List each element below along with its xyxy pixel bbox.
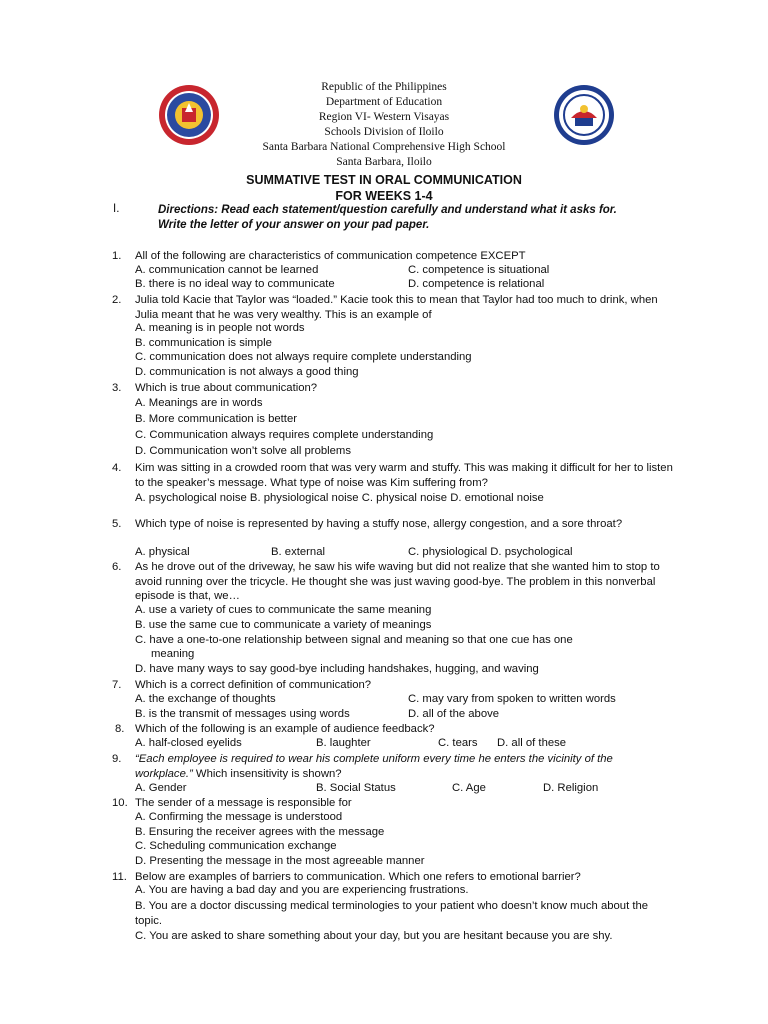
option-a: A. half-closed eyelids	[135, 737, 242, 749]
question-text: Which is a correct definition of communication?	[135, 679, 372, 691]
option-c: C. tears	[438, 737, 478, 749]
question-number: 5.	[112, 518, 122, 530]
question-number: 2.	[112, 294, 122, 306]
options-row: A. psychological noise B. physiological noise C. physical noise D. emotional noise	[135, 492, 544, 504]
question-number: 7.	[112, 679, 122, 691]
option-c-continued: meaning	[151, 648, 195, 660]
option-a: A. Meanings are in words	[135, 397, 263, 409]
question-number: 9.	[112, 753, 122, 765]
question-text: Julia told Kacie that Taylor was “loaded.” Kacie took this to mean that Taylor had too much to drink, when Julia meant that he was very wealthy. This is an example of	[135, 294, 658, 321]
option-d: D. competence is relational	[408, 278, 545, 290]
option-b: B. use the same cue to communicate a variety of meanings	[135, 619, 432, 631]
option-b: B. communication is simple	[135, 337, 272, 349]
option-d: D. all of the above	[408, 708, 500, 720]
option-a: A. the exchange of thoughts	[135, 693, 276, 705]
option-c: C. Scheduling communication exchange	[135, 840, 337, 852]
option-a: A. You are having a bad day and you are experiencing frustrations.	[135, 884, 469, 896]
option-c: C. You are asked to share something about your day, but you are hesitant because you are shy.	[135, 930, 613, 942]
question-number: 4.	[112, 462, 122, 474]
option-b: B. is the transmit of messages using words	[135, 708, 350, 720]
option-c-d: C. physiological D. psychological	[408, 546, 573, 558]
option-d: D. have many ways to say good-bye including handshakes, hugging, and waving	[135, 663, 539, 675]
option-a: A. Confirming the message is understood	[135, 811, 343, 823]
section-number: I.	[113, 203, 120, 215]
question-text: All of the following are characteristics of communication competence EXCEPT	[135, 250, 526, 262]
directions	[158, 203, 678, 233]
option-d: D. communication is not always a good thing	[135, 366, 359, 378]
directions-line1: Directions: Read each statement/question carefully and understand what it asks for.	[158, 204, 617, 216]
option-d: D. Presenting the message in the most agreeable manner	[135, 855, 425, 867]
option-d: D. Religion	[543, 782, 599, 794]
question-quote: “Each employee is required to wear his complete uniform every time he enters the vicinity of the	[135, 753, 613, 765]
option-a: A. use a variety of cues to communicate the same meaning	[135, 604, 432, 616]
question-number: 3.	[112, 382, 122, 394]
option-a: A. meaning is in people not words	[135, 322, 305, 334]
option-b: B. external	[271, 546, 326, 558]
header-republic: Republic of the Philippines	[321, 81, 447, 93]
question-quote-end: workplace.”	[135, 767, 193, 780]
option-c: C. Age	[452, 782, 486, 794]
option-b: B. laughter	[316, 737, 371, 749]
question-prompt: Which insensitivity is shown?	[192, 767, 342, 780]
header-region: Region VI- Western Visayas	[318, 111, 450, 123]
question-number: 6.	[112, 561, 122, 573]
question-text: As he drove out of the driveway, he saw his wife waving but did not realize that she wanted him to stop to avoid running over the tricycle. He thought she was just waving good-bye. The problem in this nonverbal episode is that, we…	[135, 561, 660, 603]
option-b: B. More communication is better	[135, 413, 297, 425]
question-text: Which of the following is an example of audience feedback?	[135, 723, 435, 735]
question-text: Which is true about communication?	[135, 382, 318, 394]
letterhead	[0, 80, 768, 170]
option-a: A. Gender	[135, 782, 187, 794]
question-text: Kim was sitting in a crowded room that was very warm and stuffy. This was making it difficult for her to listen to the speaker’s message. What type of noise was Kim suffering from?	[135, 462, 673, 489]
question-number: 1.	[112, 250, 122, 262]
question-number: 8.	[115, 723, 125, 735]
question-number: 11.	[112, 871, 127, 883]
option-c: C. competence is situational	[408, 264, 550, 276]
header-department: Department of Education	[325, 96, 443, 108]
option-b: B. You are a doctor discussing medical terminologies to your patient who doesn’t know much about the topic.	[135, 900, 649, 927]
test-title: SUMMATIVE TEST IN ORAL COMMUNICATION	[246, 173, 522, 187]
directions-line2: Write the letter of your answer on your pad paper.	[158, 219, 430, 231]
question-text: The sender of a message is responsible for	[135, 797, 352, 809]
option-c: C. communication does not always require complete understanding	[135, 351, 472, 363]
option-d: D. Communication won’t solve all problems	[135, 445, 351, 457]
option-d: D. all of these	[497, 737, 567, 749]
question-number: 10.	[112, 797, 128, 809]
option-b: B. there is no ideal way to communicate	[135, 278, 335, 290]
question-text: Below are examples of barriers to communication. Which one refers to emotional barrier?	[135, 871, 581, 883]
question-text	[135, 752, 675, 781]
test-subtitle: FOR WEEKS 1-4	[335, 189, 433, 203]
option-a: A. physical	[135, 546, 190, 558]
option-c: C. may vary from spoken to written words	[408, 693, 616, 705]
question-text: Which type of noise is represented by having a stuffy nose, allergy congestion, and a sore throat?	[135, 518, 623, 530]
header-location: Santa Barbara, Iloilo	[336, 156, 432, 168]
option-c: C. Communication always requires complete understanding	[135, 429, 434, 441]
option-a: A. communication cannot be learned	[135, 264, 319, 276]
header-division: Schools Division of Iloilo	[324, 126, 444, 138]
header-school: Santa Barbara National Comprehensive High School	[262, 141, 506, 153]
option-b: B. Ensuring the receiver agrees with the message	[135, 826, 385, 838]
option-c: C. have a one-to-one relationship between signal and meaning so that one cue has one	[135, 634, 573, 646]
option-b: B. Social Status	[316, 782, 396, 794]
